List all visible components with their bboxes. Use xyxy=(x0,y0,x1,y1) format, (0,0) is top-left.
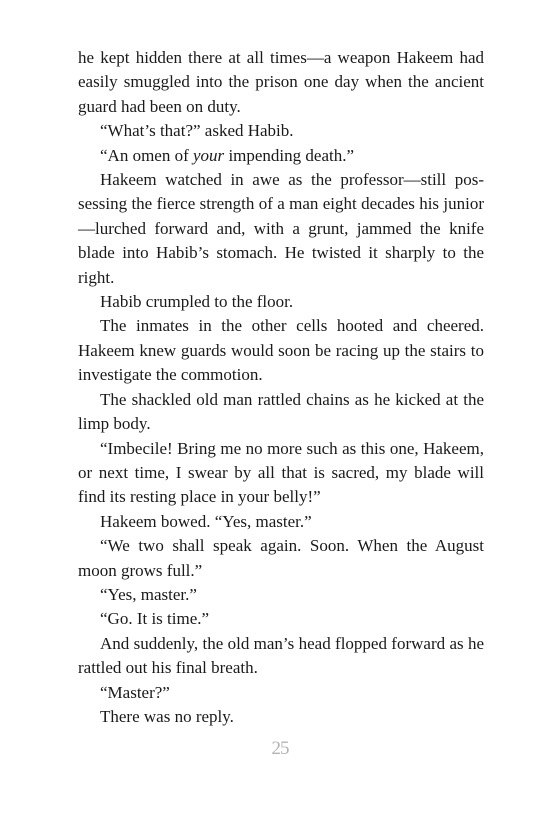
text-span: “An omen of xyxy=(100,145,194,165)
page-number: 25 xyxy=(271,738,289,759)
paragraph: “Go. It is time.” xyxy=(100,609,210,629)
paragraph: “What’s that?” asked Habib. xyxy=(100,121,294,141)
paragraph: “Imbecile! Bring me no more such as this one, Hakeem, or next time, I swear by all that is sacred, my blade will find its resting place in your belly!” xyxy=(78,438,484,507)
paragraph: There was no reply. xyxy=(100,706,234,726)
paragraph: “We two shall speak again. Soon. When the August moon grows full.” xyxy=(78,536,484,580)
emphasis-text: your xyxy=(193,145,225,165)
paragraph: Hakeem bowed. “Yes, master.” xyxy=(100,511,312,531)
paragraph: The inmates in the other cells hooted and cheered. Hakeem knew guards would soon be racing up the stairs to investigate the commotion. xyxy=(78,316,484,385)
paragraph: Habib crumpled to the floor. xyxy=(100,292,294,312)
paragraph: he kept hidden there at all times—a weapon Hakeem had easily smuggled into the prison one day when the ancient guard had been on duty. xyxy=(78,48,484,116)
paragraph: And suddenly, the old man’s head flopped forward as he rattled out his final breath. xyxy=(78,633,484,678)
paragraph: “Yes, master.” xyxy=(100,584,197,604)
page-body xyxy=(78,46,484,729)
paragraph: Hakeem watched in awe as the professor—still possessing the fierce strength of a man eight decades his junior—lurched forward and, with a grunt, jammed the knife blade into Habib’s stomach. He twisted it sharply to the right. xyxy=(78,170,484,287)
paragraph: “Master?” xyxy=(100,682,170,702)
text-span: impending death.” xyxy=(224,145,355,165)
paragraph xyxy=(78,144,484,168)
paragraph: The shackled old man rattled chains as he kicked at the limp body. xyxy=(78,389,484,434)
